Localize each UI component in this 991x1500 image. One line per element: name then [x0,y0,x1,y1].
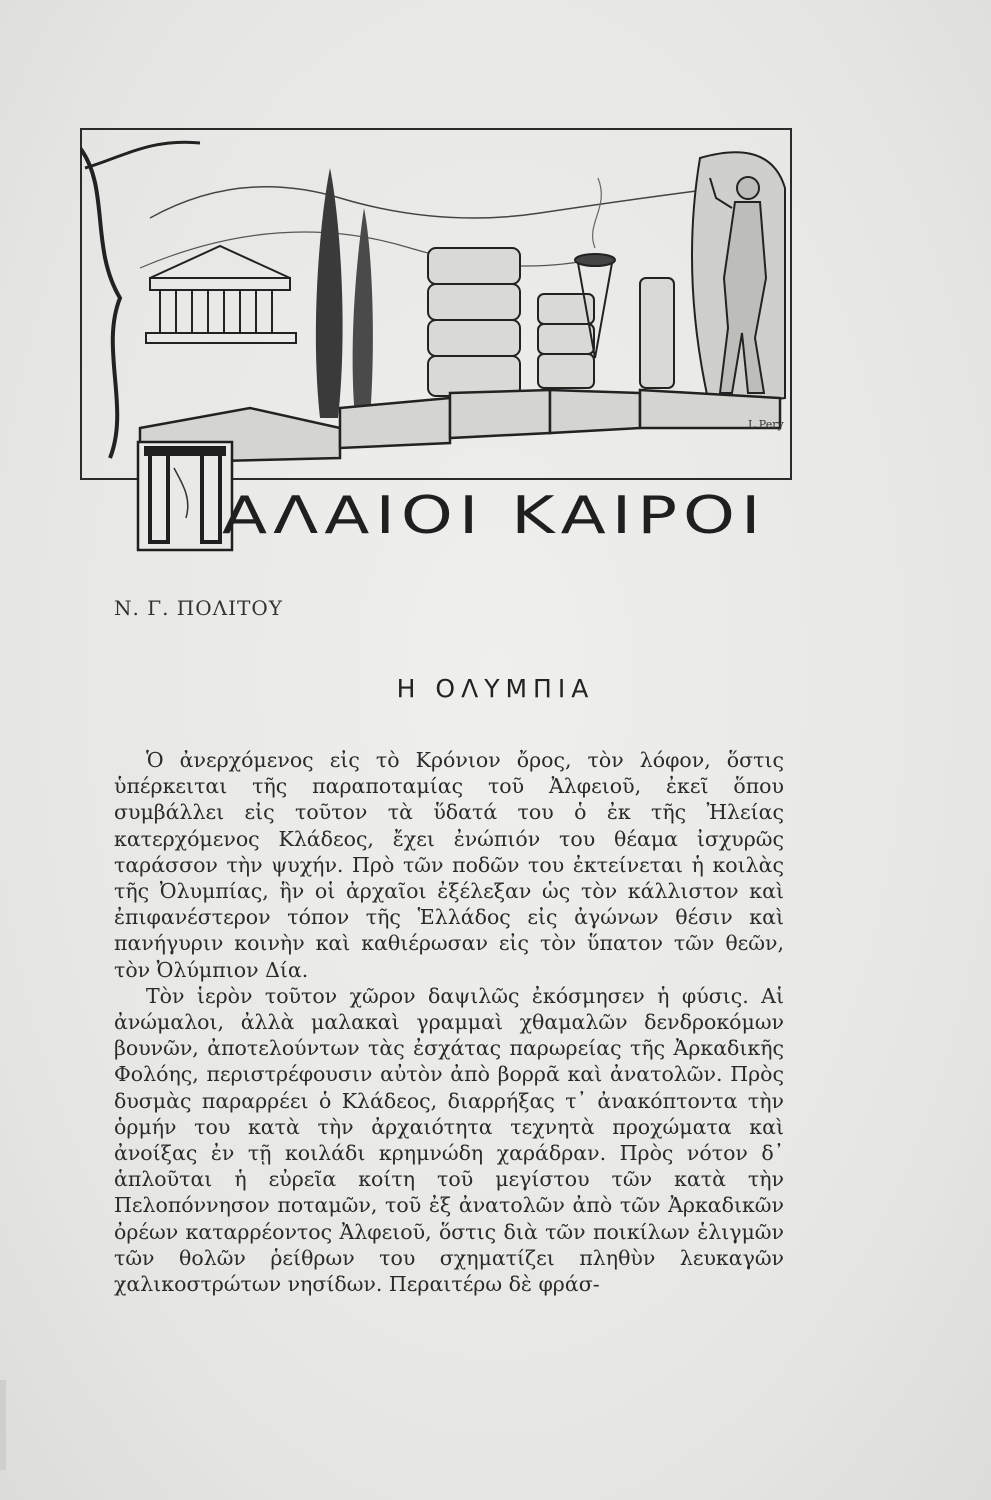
article-title: Η ΟΛΥΜΠΙΑ [396,674,595,703]
initial-letter-pi [134,438,236,554]
paragraph-2: Τὸν ἱερὸν τοῦτον χῶρον δαψιλῶς ἐκόσμησεν ἡ φύσις. Αἱ ἀνώμαλοι, ἀλλὰ μαλακαὶ γραμμαὶ χθαμαλῶν δενδροκόμων βουνῶν, ἀποτελούντων τὰς ἐσχάτας παρωρείας τῆς Ἀρκαδικῆς Φολόης, περιστρέφουσιν αὐτὸν ἀπὸ βορρᾶ καὶ ἀνατολῶν. Πρὸς δυσμὰς παραρρέει ὁ Κλάδεος, διαρρήξας τ᾿ ἀνακόπτοντα τὴν ὁρμήν του κατὰ τὴν ἀρχαιότητα τεχνητὰ προχώματα καὶ ἀνοίξας ἐν τῇ κοιλάδι κρημνώδη χαράδραν. Πρὸς νότον δ᾿ ἁπλοῦται ἡ εὐρεῖα κοίτη τοῦ μεγίστου τῶν κατὰ τὴν Πελοπόννησον ποταμῶν, τοῦ ἐξ ἀνατολῶν ἀπὸ τῶν Ἀρκαδικῶν ὀρέων καταρρέοντος Ἀλφειοῦ, ὅστις διὰ τῶν ποικίλων ἑλιγμῶν τῶν θολῶν ῥείθρων του σχηματίζει πληθὺν λευκαγῶν χαλικοστρώτων νησίδων. Περαιτέρω δὲ φράσ- [114,983,784,1297]
olympia-illustration [80,128,792,480]
section-title: ΑΛΑΙΟΙ ΚΑΙΡΟΙ [222,485,767,546]
article-author: Ν. Γ. ΠΟΛΙΤΟΥ [114,596,283,620]
paragraph-1: Ὁ ἀνερχόμενος εἰς τὸ Κρόνιον ὄρος, τὸν λόφον, ὅστις ὑπέρκειται τῆς παραποταμίας τοῦ Ἀλφειοῦ, ἐκεῖ ὅπου συμβάλλει εἰς τοῦτον τὰ ὕδατά του ὁ ἐκ τῆς Ἠλείας κατερχόμενος Κλάδεος, ἔχει ἐνώπιόν του θέαμα ἰσχυρῶς ταράσσον τὴν ψυχήν. Πρὸ τῶν ποδῶν του ἐκτείνεται ἡ κοιλὰς τῆς Ὀλυμπίας, ἣν οἱ ἀρχαῖοι ἐξέλεξαν ὡς τὸν κάλλιστον καὶ ἐπιφανέστερον τόπον τῆς Ἑλλάδος εἰς ἀγώνων θέσιν καὶ πανήγυριν κοινὴν καὶ καθιέρωσαν εἰς τὸν ὕπατον τῶν θεῶν, τὸν Ὀλύμπιον Δία. [114,748,784,982]
article-body [114,747,784,1297]
illustration-signature: L.Pery [748,418,784,431]
page-edge-mark [0,1380,6,1470]
